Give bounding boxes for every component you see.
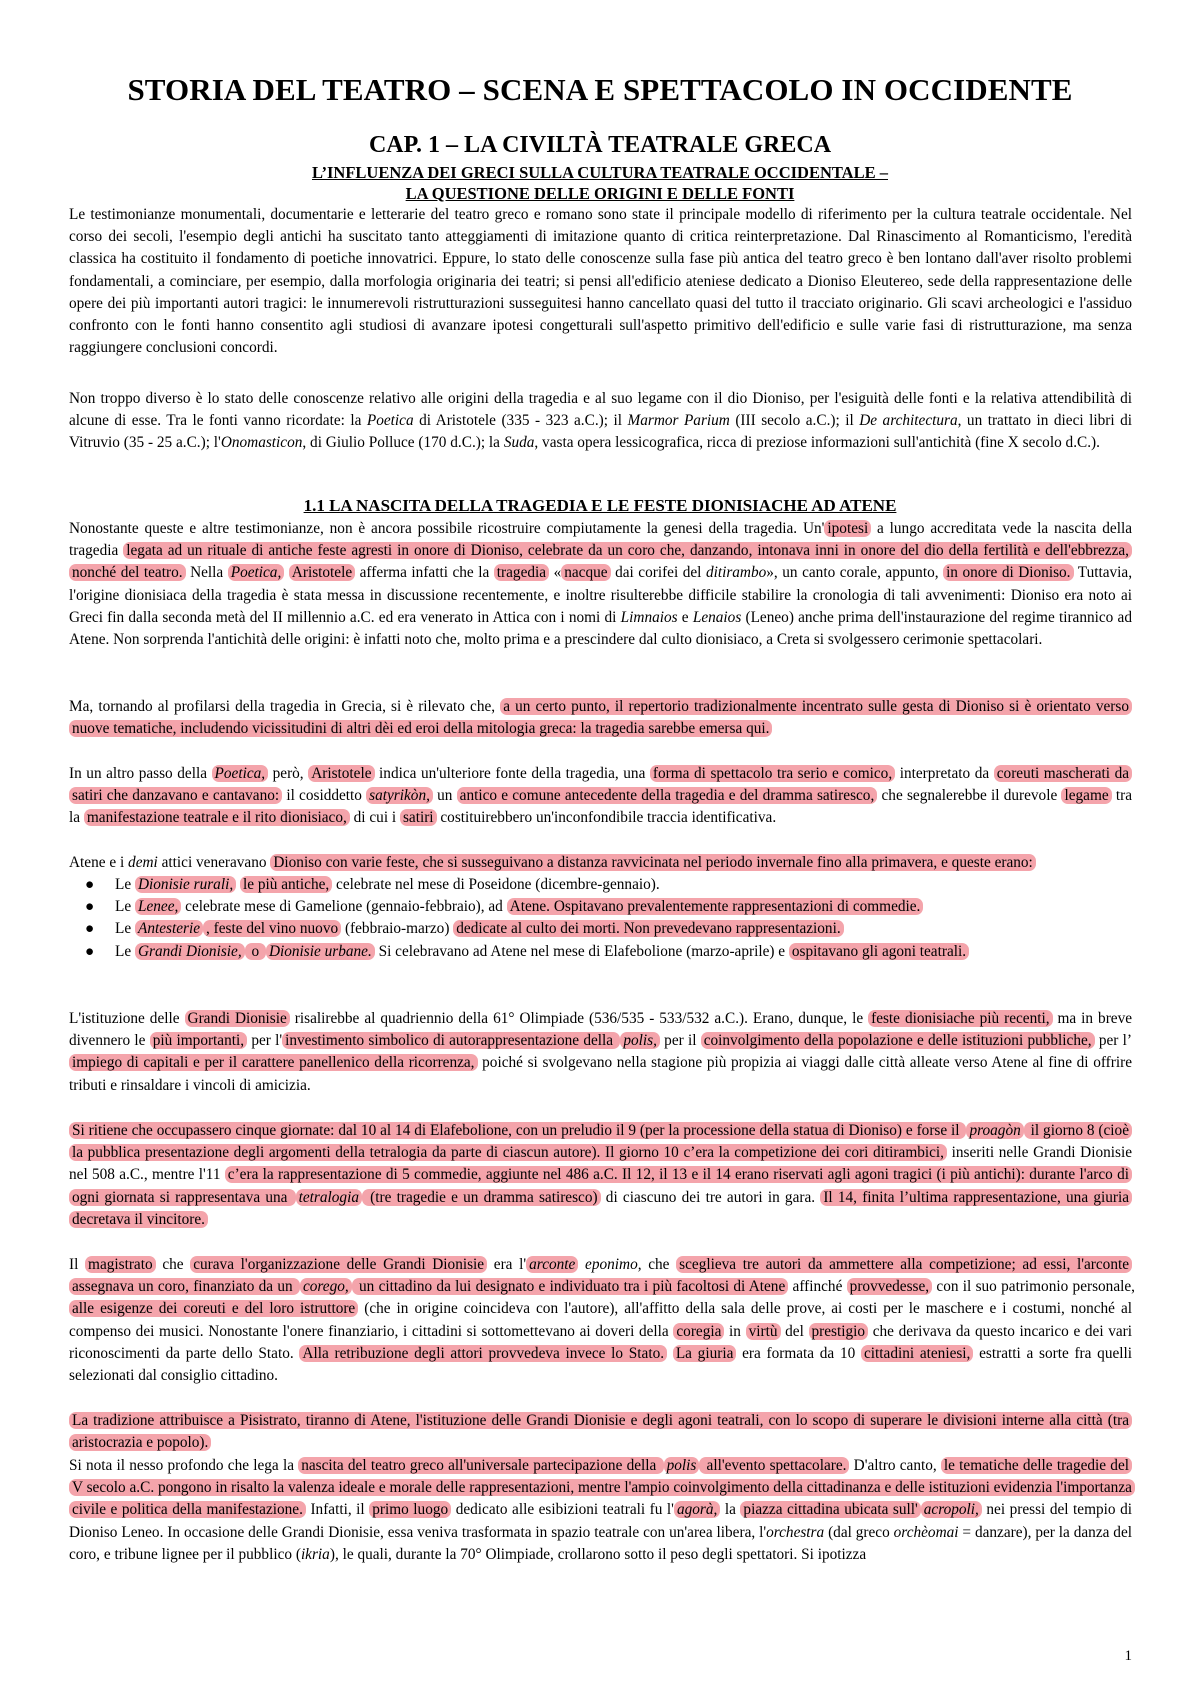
highlighted-text: ospitavano gli agoni teatrali. [789, 943, 969, 960]
italic-text: Poetica [366, 412, 414, 430]
highlighted-text: tragedia [494, 564, 549, 581]
italic-text: demi [128, 854, 158, 871]
bullet-icon: ● [85, 942, 95, 960]
highlighted-text: a un certo punto, il repertorio tradizionalmente incentrato sulle gesta di Dioniso si è orientato verso nuove tematiche, includendo vicissitudini di altri dèi ed eroi della mitologia greca: la tragedia sarebbe emersa qui. [69, 698, 1132, 737]
paragraph-pisistrato [69, 1410, 1132, 1454]
highlighted-text: Aristotele [289, 564, 355, 581]
highlighted-text: provvedesse, [847, 1278, 932, 1295]
italic-text: ikria [300, 1545, 330, 1563]
highlighted-text: satiri [400, 809, 437, 826]
chapter-subtitle-line-1: L’INFLUENZA DEI GRECI SULLA CULTURA TEATRALE OCCIDENTALE – [312, 163, 888, 182]
highlighted-text: primo luogo [369, 1501, 451, 1518]
highlighted-text: coinvolgimento della popolazione e delle istituzioni pubbliche, [701, 1032, 1095, 1049]
highlighted-text: dedicate al culto dei morti. Non prevedevano rappresentazioni. [453, 920, 843, 937]
highlighted-text: polis, [620, 1032, 660, 1049]
highlighted-text: proagòn [966, 1122, 1023, 1139]
highlighted-text: Grandi Dionisie [185, 1010, 290, 1027]
highlighted-text: alle esigenze dei coreuti e del loro istruttore [69, 1300, 358, 1317]
highlighted-text: Grandi Dionisie, [135, 943, 245, 960]
paragraph-five-days: Si ritiene che occupassero cinque giornate: dal 10 al 14 di Elafebolione, con un preludio il 9 (per la processione della statua di Dioniso) e forse il proagòn il giorno 8 (cioè la pubblica presentazione degli argomenti della tetralogia da parte di ciascun autore). Il giorno 10 c’era la competizione dei cori ditirambici, inseriti nelle Grandi Dionisie nel 508 a.C., mentre l'11 c’era la rappresentazione di 5 commedie, aggiunte nel 486 a.C. Il 12, il 13 e il 14 erano riservati agli agoni tragici (i più antichi): durante l'arco di ogni giornata si rappresentava una tetralogia (tre tragedie e un dramma satiresco) di ciascuno dei tre autori in gara. Il 14, finita l’ultima rappresentazione, una giuria decretava il vincitore. [69, 1122, 1133, 1228]
highlighted-text: le più antiche, [240, 876, 332, 893]
italic-text: ditirambo [705, 564, 767, 582]
highlighted-text: impiego di capitali e per il carattere panellenico della ricorrenza, [69, 1054, 478, 1071]
highlighted-text: le tematiche delle tragedie del V secolo a.C. pongono in risalto la valenza ideale e morale delle rappresentazioni, mentre l'ampio coinvolgimento della cittadinanza e delle istituzioni evidenzia l'importanza civile e politica della manifestazione. [69, 1457, 1135, 1518]
highlighted-text: il giorno 8 (cioè la pubblica presentazione degli argomenti della tetralogia da parte di ciascun autore). Il giorno 10 c’era la competizione dei cori ditirambici, [69, 1122, 1132, 1161]
highlighted-text: coreuti mascherati da satiri che danzavano e cantavano: [69, 765, 1132, 804]
italic-text: Lenaios [692, 608, 742, 626]
highlighted-text: forma di spettacolo tra serio e comico, [650, 765, 895, 782]
italic-text: Marmor Parium [627, 412, 730, 430]
highlighted-text: all'evento spettacolare. [699, 1457, 849, 1474]
highlighted-text: un cittadino da lui designato e individuato tra i più facoltosi di Atene [352, 1278, 789, 1295]
highlighted-text: nascita del teatro greco all'universale partecipazione della [298, 1457, 663, 1474]
paragraph-magistrate: Il magistrato che curava l'organizzazione delle Grandi Dionisie era l' arconte eponimo, che sceglieva tre autori da ammettere alla competizione; ad essi, l'arconte assegnava un coro, finanziato da un corego, un cittadino da lui designato e individuato tra i più facoltosi di Atene affinché provvedesse, con il suo patrimonio personale, alle esigenze dei coreuti e del loro istruttore (che in origine coincideva con l'autore), all'affitto della sala delle prove, ai costi per le maschere e i costumi, nonché al compenso dei musici. Nonostante l'onere finanziario, i cittadini si sottomettevano ai doveri della coregia in virtù del prestigio che derivava da questo incarico e dei vari riconoscimenti da parte dello Stato. Alla retribuzione degli attori provvedeva invece lo Stato. La giuria era formata da 10 cittadini ateniesi, estratti a sorte fra quelli selezionati dal consiglio cittadino. [69, 1256, 1135, 1385]
highlighted-text: acropoli, [921, 1501, 982, 1518]
highlighted-text: investimento simbolico di autorappresentazione della [282, 1032, 620, 1049]
highlighted-text: Si ritiene che occupassero cinque giornate: dal 10 al 14 di Elafebolione, con un preludio il 9 (per la processione della statua di Dioniso) e forse il [69, 1122, 966, 1139]
italic-text: eponimo, [585, 1256, 642, 1273]
highlighted-text: in onore di Dioniso. [943, 564, 1073, 581]
list-item-text: Le Antesterie , feste del vino nuovo (febbraio-marzo) dedicate al culto dei morti. Non prevedevano rappresentazioni. [115, 920, 844, 937]
italic-text: Onomasticon [220, 434, 303, 452]
list-item [69, 896, 1132, 918]
list-item [69, 874, 1132, 896]
highlighted-text: (tre tragedie e un dramma satiresco) [362, 1189, 601, 1206]
highlighted-text: magistrato [85, 1256, 156, 1273]
italic-text: orchèomai [893, 1523, 959, 1541]
italic-text: Suda [503, 434, 535, 452]
highlighted-text: feste dionisiache più recenti, [868, 1010, 1052, 1027]
highlighted-text: Aristotele [308, 765, 374, 782]
highlighted-text: piazza cittadina ubicata sull' [740, 1501, 920, 1518]
highlighted-text: Atene. Ospitavano prevalentemente rappresentazioni di commedie. [507, 898, 924, 915]
list-item-text: Le Grandi Dionisie, o Dionisie urbane. Si celebravano ad Atene nel mese di Elafebolione (marzo-aprile) e ospitavano gli agoni teatrali. [115, 943, 969, 960]
list-item [69, 918, 1132, 940]
paragraph-repertoire: Ma, tornando al profilarsi della tragedia in Grecia, si è rilevato che, a un certo punto, il repertorio tradizionalmente incentrato sulle gesta di Dioniso si è orientato verso nuove tematiche, includendo vicissitudini di altri dèi ed eroi della mitologia greca: la tragedia sarebbe emersa qui. [69, 696, 1132, 740]
paragraph-polis: Si nota il nesso profondo che lega la nascita del teatro greco all'universale partecipazione della polis all'evento spettacolare. D'altro canto, le tematiche delle tragedie del V secolo a.C. pongono in risalto la valenza ideale e morale delle rappresentazioni, mentre l'ampio coinvolgimento della cittadinanza e delle istituzioni evidenzia l'importanza civile e politica della manifestazione. Infatti, il primo luogo dedicato alle esibizioni teatrali fu l' agorà, la piazza cittadina ubicata sull' acropoli, nei pressi del tempio di Dioniso Leneo. In occasione delle Grandi Dionisie, essa veniva trasformata in spazio teatrale con un'area libera, l'orchestra (dal greco orchèomai = danzare), per la danza del coro, e tribune lignee per il pubblico (ikria), le quali, durante la 70° Olimpiade, crollarono sotto il peso degli spettatori. Si ipotizza [69, 1455, 1132, 1566]
highlighted-text: Il 14, finita l’ultima rappresentazione, una giuria decretava il vincitore. [69, 1189, 1132, 1228]
highlighted-text: arconte [526, 1256, 578, 1273]
highlighted-text: coregia [673, 1323, 724, 1340]
bullet-icon: ● [85, 898, 95, 916]
highlighted-text: La tradizione attribuisce a Pisistrato, tiranno di Atene, l'istituzione delle Grandi Dionisie e degli agoni teatrali, con lo scopo di superare le divisioni interne alla città (tra aristocrazia e popolo). [69, 1412, 1132, 1451]
list-item-text: Le Lenee, celebrate mese di Gamelione (gennaio-febbraio), ad Atene. Ospitavano prevalentemente rappresentazioni di commedie. [115, 898, 923, 915]
highlighted-text: manifestazione teatrale e il rito dionisiaco, [84, 809, 350, 826]
document-title: STORIA DEL TEATRO – SCENA E SPETTACOLO IN OCCIDENTE [127, 72, 1073, 107]
highlighted-text: ipotesi [824, 520, 871, 537]
highlighted-text: agorà, [674, 1501, 720, 1518]
chapter-subtitle-line-2: LA QUESTIONE DELLE ORIGINI E DELLE FONTI [405, 184, 795, 203]
highlighted-text: Dionisie rurali, [135, 876, 236, 893]
highlighted-text: satyrikòn, [366, 787, 433, 804]
highlighted-text: sceglieva tre autori da ammettere alla competizione; ad essi, l'arconte assegnava un coro, finanziato da un [69, 1256, 1132, 1295]
italic-text: Limnaios [620, 608, 678, 626]
paragraph-festivals-intro: Atene e i demi attici veneravano Dioniso con varie feste, che si susseguivano a distanza ravvicinata nel periodo invernale fino alla primavera, e queste erano: [69, 852, 1132, 874]
highlighted-text: virtù [746, 1323, 781, 1340]
list-item-text: Le Dionisie rurali, le più antiche, celebrate nel mese di Poseidone (dicembre-gennaio). [115, 876, 660, 893]
highlighted-text: cittadini ateniesi, [861, 1345, 973, 1362]
highlighted-text: antico e comune antecedente della tragedia e del dramma satiresco, [457, 787, 878, 804]
bullet-icon: ● [85, 876, 95, 893]
paragraph-introduction: Le testimonianze monumentali, documentarie e letterarie del teatro greco e romano sono state il principale modello di riferimento per la cultura teatrale occidentale. Nel corso dei secoli, l'esempio degli antichi ha suscitato tanto atteggiamenti di imitazione quanto di critica reinterpretazione. Dal Rinascimento al Romanticismo, l'eredità classica ha costituito il fondamento di poetiche innovatrici. Eppure, lo stato delle conoscenze sulla fase più antica del teatro greco è ben lontano dall'aver risolto problemi fondamentali, a cominciare, per esempio, dalla morfologia originaria dei teatri; si pensi all'edificio ateniese dedicato a Dioniso Eleutereo, sede della rappresentazione delle opere dei più importanti autori tragici: le innumerevoli ristrutturazioni susseguitesi hanno cancellato quasi del tutto il tracciato originario. Gli scavi archeologici e l'assiduo confronto con le fonti hanno consentito agli studiosi di avanzare ipotesi congetturali sull'aspetto primitivo dell'edificio e sulle varie fasi di ristrutturazione, ma senza raggiungere conclusioni concordi. [69, 206, 1132, 357]
italic-text: De architectura [859, 412, 958, 430]
festivals-list [69, 874, 1132, 963]
highlighted-text: La giuria [673, 1345, 737, 1362]
list-item [69, 941, 1132, 963]
highlighted-text: Dioniso con varie feste, che si susseguivano a distanza ravvicinata nel periodo invernale fino alla primavera, e queste erano: [270, 854, 1035, 871]
highlighted-text: Antesterie [135, 920, 203, 937]
highlighted-text: più importanti, [150, 1032, 247, 1049]
italic-text: orchestra [766, 1523, 825, 1541]
paragraph-grandi-dionisie: L'istituzione delle Grandi Dionisie risalirebbe al quadriennio della 61° Olimpiade (536/535 - 533/532 a.C.). Erano, dunque, le feste dionisiache più recenti, ma in breve divennero le più importanti, per l' investimento simbolico di autorappresentazione della polis, per il coinvolgimento della popolazione e delle istituzioni pubbliche, per l’ impiego di capitali e per il carattere panellenico della ricorrenza, poiché si svolgevano nella stagione più propizia ai viaggi dalle città alleate verso Atene al fine di offrire tributi e rinsaldare i vincoli di amicizia. [69, 1010, 1133, 1094]
highlighted-text: Poetica, [212, 765, 269, 782]
bullet-icon: ● [85, 920, 95, 938]
highlighted-text: Dionisie urbane. [266, 943, 375, 960]
highlighted-text: o [245, 943, 266, 960]
paragraph-sources: Non troppo diverso è lo stato delle conoscenze relativo alle origini della tragedia e al suo legame con il dio Dioniso, per l'esiguità delle fonti e la relativa attendibilità di alcune di esse. Tra le fonti vanno ricordate: la Poetica di Aristotele (335 - 323 a.C.); il Marmor Parium (III secolo a.C.); il De architectura, un trattato in dieci libri di Vitruvio (35 - 25 a.C.); l'Onomasticon, di Giulio Polluce (170 d.C.); la Suda, vasta opera lessicografica, ricca di preziose informazioni sull'antichità (fine X secolo d.C.). [69, 390, 1132, 452]
page-number: 1 [1124, 1648, 1132, 1664]
highlighted-text: , feste del vino nuovo [203, 920, 341, 937]
paragraph-tragedy-origins: Nonostante queste e altre testimonianze, non è ancora possibile ricostruire compiutamente la genesi della tragedia. Un' ipotesi a lungo accreditata vede la nascita della tragedia legata ad un rituale di antiche feste agresti in onore di Dioniso, celebrate da un coro che, danzando, intonava inni in onore del dio della fertilità e dell'ebbrezza, nonché del teatro. Nella Poetica, Aristotele afferma infatti che la tragedia « nacque dai corifei del ditirambo», un canto corale, appunto, in onore di Dioniso. Tuttavia, l'origine dionisiaca della tragedia è stata messa in discussione recentemente, e inoltre risulterebbe difficile stabilire la cronologia di tali avvenimenti: Dioniso era noto ai Greci fin dalla seconda metà del II millennio a.C. ed era venerato in Attica con i nomi di Limnaios e Lenaios (Leneo) anche prima dell'instaurazione del regime tirannico ad Atene. Non sorprenda l'antichità delle origini: è infatti noto che, molto prima e a prescindere dal culto dionisiaco, a Creta si svolgessero cerimonie spettacolari. [69, 520, 1133, 649]
highlighted-text: curava l'organizzazione delle Grandi Dionisie [190, 1256, 487, 1273]
highlighted-text: prestigio [809, 1323, 869, 1340]
highlighted-text: legata ad un rituale di antiche feste agresti in onore di Dioniso, celebrate da un coro che, danzando, intonava inni in onore del dio della fertilità e dell'ebbrezza, nonché del teatro. [69, 542, 1132, 581]
highlighted-text: nacque [561, 564, 610, 581]
chapter-title: CAP. 1 – LA CIVILTÀ TEATRALE GRECA [368, 132, 832, 158]
highlighted-text: Alla retribuzione degli attori provvedeva invece lo Stato. [299, 1345, 667, 1362]
paragraph-satyrikon: In un altro passo della Poetica, però, Aristotele indica un'ulteriore fonte della tragedia, una forma di spettacolo tra serio e comico, interpretato da coreuti mascherati da satiri che danzavano e cantavano: il cosiddetto satyrikòn, un antico e comune antecedente della tragedia e del dramma satiresco, che segnalerebbe il durevole legame tra la manifestazione teatrale e il rito dionisiaco, di cui i satiri costituirebbero un'inconfondibile traccia identificativa. [69, 765, 1132, 827]
highlighted-text: Lenee, [135, 898, 181, 915]
highlighted-text: corego, [300, 1278, 352, 1295]
section-heading: 1.1 LA NASCITA DELLA TRAGEDIA E LE FESTE DIONISIACHE AD ATENE [303, 496, 897, 515]
highlighted-text: c’era la rappresentazione di 5 commedie, aggiunte nel 486 a.C. Il 12, il 13 e il 14 erano riservati agli agoni tragici (i più antichi): durante l'arco di ogni giornata si rappresentava una [69, 1166, 1132, 1205]
highlighted-text: polis [664, 1457, 700, 1474]
highlighted-text: Poetica, [228, 564, 285, 581]
highlighted-text: legame [1061, 787, 1111, 804]
highlighted-text: tetralogia [296, 1189, 362, 1206]
